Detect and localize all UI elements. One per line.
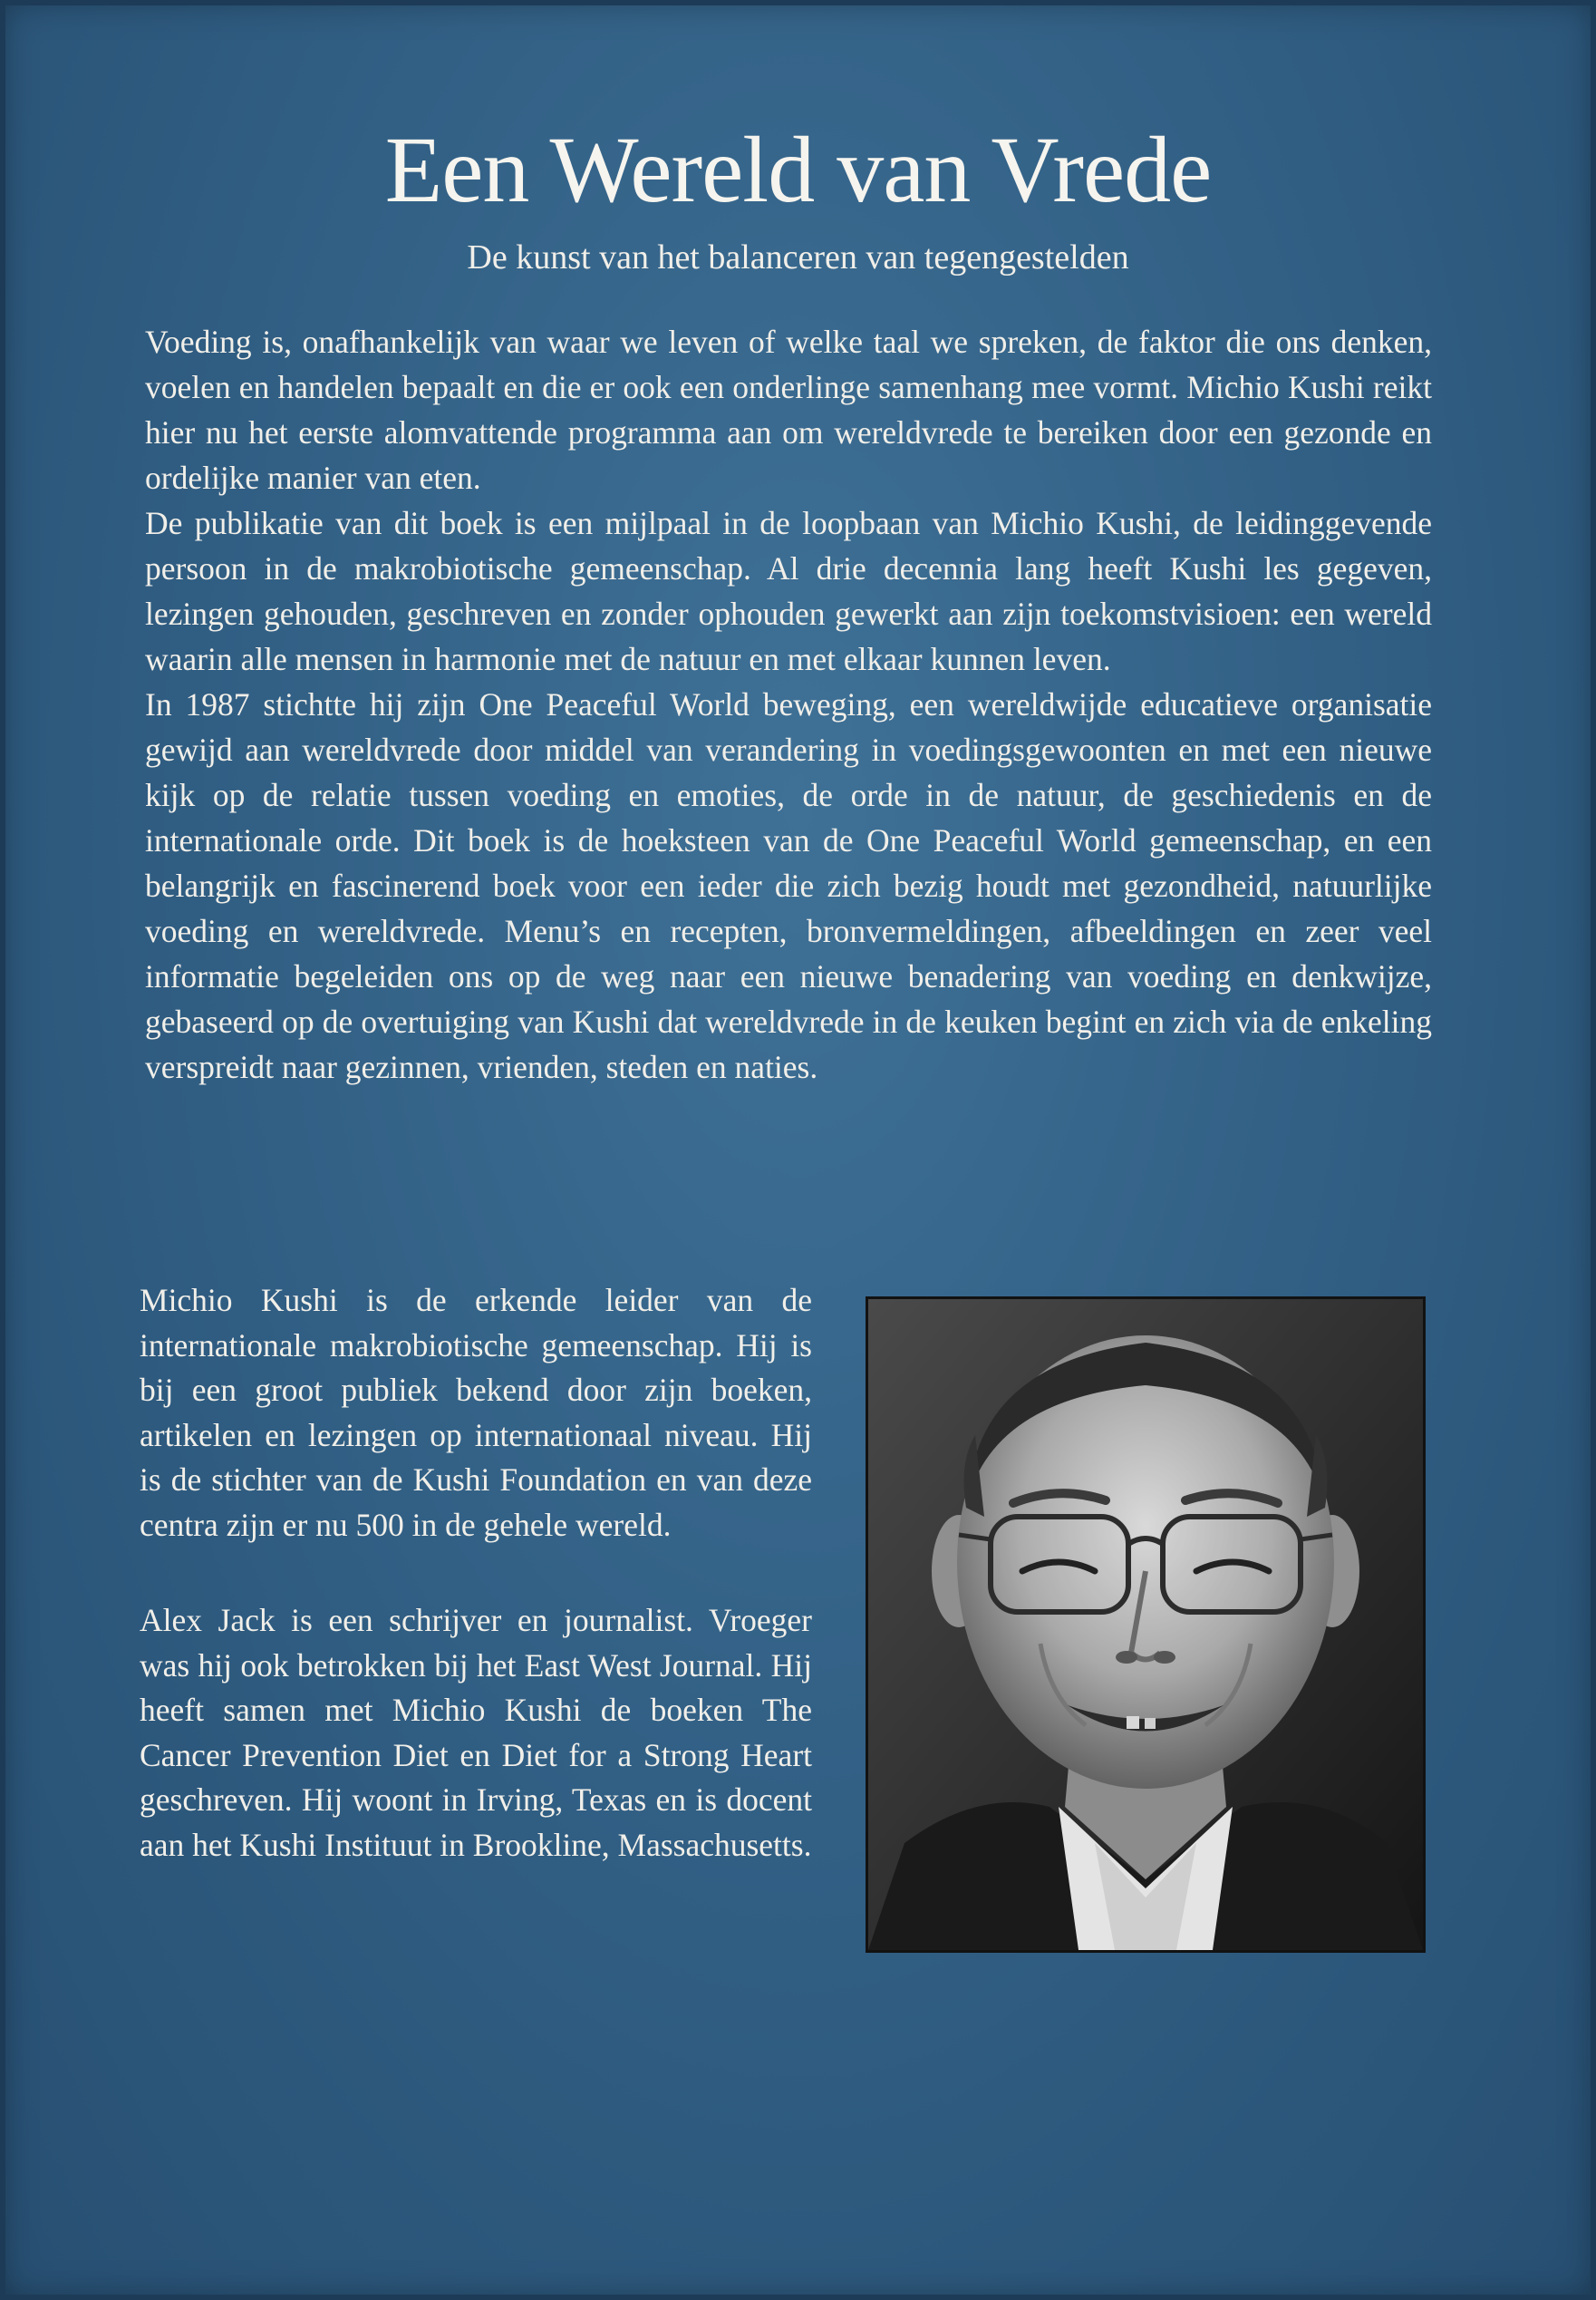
author-bios <box>140 1278 812 1868</box>
blurb-text <box>145 319 1432 1090</box>
author-bio-alex-jack: Alex Jack is een schrijver en journalist. Vroeger was hij ook betrokken bij het East West Journal. Hij heeft samen met Michio Kushi de boeken The Cancer Prevention Diet en Diet for a Strong Heart geschreven. Hij woont in Irving, Texas en is docent aan het Kushi Instituut in Brookline, Massachusetts. <box>140 1602 812 1863</box>
book-subtitle: De kunst van het balanceren van tegengestelden <box>467 238 1129 277</box>
author-portrait-photo <box>866 1296 1426 1953</box>
author-bio-michio-kushi: Michio Kushi is de erkende leider van de internationale makrobiotische gemeenschap. Hij is bij een groot publiek bekend door zijn boeken, artikelen en lezingen op internationaal niveau. Hij is de stichter van de Kushi Foundation en van deze centra zijn er nu 500 in de gehele wereld. <box>140 1282 812 1543</box>
blurb-paragraph: De publikatie van dit boek is een mijlpaal in de loopbaan van Michio Kushi, de leidinggevende persoon in de makrobiotische gemeenschap. Al drie decennia lang heeft Kushi les gegeven, lezingen gehouden, geschreven en zonder ophouden gewerkt aan zijn toekomstvisioen: een wereld waarin alle mensen in harmonie met de natuur en met elkaar kunnen leven. <box>145 505 1432 677</box>
blurb-paragraph: In 1987 stichtte hij zijn One Peaceful World beweging, een wereldwijde educatieve organisatie gewijd aan wereldvrede door middel van verandering in voedingsgewoonten en met een nieuwe kijk op de relatie tussen voeding en emoties, de orde in de natuur, de geschiedenis en de internationale orde. Dit boek is de hoeksteen van de One Peaceful World gemeenschap, en een belangrijk en fascinerend boek voor een ieder die zich bezig houdt met gezondheid, natuurlijke voeding en wereldvrede. Menu’s en recepten, bronvermeldingen, afbeeldingen en zeer veel informatie begeleiden ons op de weg naar een nieuwe benadering van voeding en denkwijze, gebaseerd op de overtuiging van Kushi dat wereldvrede in de keuken begint en zich via de enkeling verspreidt naar gezinnen, vrienden, steden en naties. <box>145 686 1432 1085</box>
portrait-illustration <box>868 1299 1423 1950</box>
book-title: Een Wereld van Vrede <box>384 118 1212 222</box>
blurb-paragraph: Voeding is, onafhankelijk van waar we leven of welke taal we spreken, de faktor die ons denken, voelen en handelen bepaalt en die er ook een onderlinge samenhang mee vormt. Michio Kushi reikt hier nu het eerste alomvattende programma aan om wereldvrede te bereiken door een gezonde en ordelijke manier van eten. <box>145 324 1432 496</box>
